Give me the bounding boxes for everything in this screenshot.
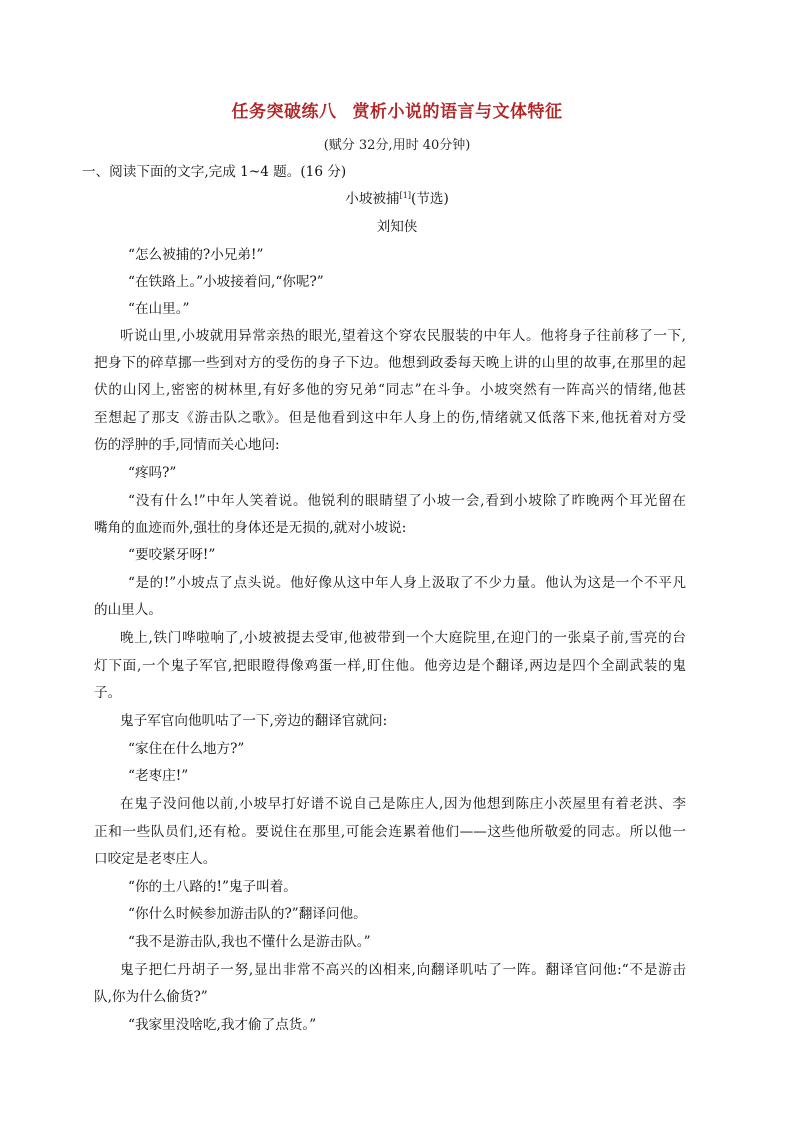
text-line: 至想起了那支《游击队之歌》。但是他看到这中年人身上的伤,情绪就又低落下来,他抚着对方受 bbox=[94, 410, 686, 426]
text-line: “你的土八路的!”鬼子叫着。 bbox=[128, 879, 297, 895]
text-line: “在铁路上。”小坡接着问,“你呢?” bbox=[128, 274, 324, 290]
story-title-text: 小坡被捕 bbox=[345, 191, 400, 207]
text-line: 的山里人。 bbox=[94, 602, 162, 618]
text-line: “怎么被捕的?小兄弟!” bbox=[128, 247, 264, 263]
text-line: “我家里没啥吃,我才偷了点货。” bbox=[128, 1017, 317, 1033]
text-line: “要咬紧牙呀!” bbox=[128, 547, 216, 563]
question-instruction: 一、阅读下面的文字,完成 1~4 题。(16 分) bbox=[82, 164, 347, 180]
text-line: 子。 bbox=[94, 685, 122, 701]
text-line: 队,你为什么偷货?” bbox=[94, 989, 208, 1005]
text-line: “你什么时候参加游击队的?”翻译问他。 bbox=[128, 906, 367, 922]
title-part-1: 任务突破练八 bbox=[231, 102, 337, 122]
story-title bbox=[0, 187, 794, 207]
text-line: 听说山里,小坡就用异常亲热的眼光,望着这个穿农民服装的中年人。他将身子往前移了一下, bbox=[120, 328, 686, 344]
text-line: “家住在什么地方?” bbox=[128, 741, 245, 757]
text-line: “是的!”小坡点了点头说。他好像从这中年人身上汲取了不少力量。他认为这是一个不平凡 bbox=[128, 575, 686, 591]
text-line: 灯下面,一个鬼子军官,把眼瞪得像鸡蛋一样,盯住他。他旁边是个翻译,两边是四个全副武装的鬼 bbox=[94, 658, 686, 674]
page-title bbox=[0, 97, 794, 122]
text-line: 正和一些队员们,还有枪。要说住在那里,可能会连累着他们——这些他所敬爱的同志。所以他一 bbox=[94, 824, 686, 840]
text-line: 鬼子把仁丹胡子一努,显出非常不高兴的凶相来,向翻译叽咕了一阵。翻译官问他:“不是游击 bbox=[120, 962, 686, 978]
text-line: 伤的浮肿的手,同情而关心地问: bbox=[94, 437, 280, 453]
text-line: 把身下的碎草挪一些到对方的受伤的身子下边。他想到政委每天晚上讲的山里的故事,在那里的起 bbox=[94, 355, 686, 371]
text-line: “我不是游击队,我也不懂什么是游击队。” bbox=[128, 934, 371, 950]
story-author: 刘知侠 bbox=[376, 219, 418, 235]
text-line: “老枣庄!” bbox=[128, 768, 189, 784]
text-line: 晚上,铁门哗啦响了,小坡被提去受审,他被带到一个大庭院里,在迎门的一张桌子前,雪亮的台 bbox=[120, 630, 686, 646]
story-title-suffix: (节选) bbox=[410, 191, 449, 207]
text-line: 鬼子军官向他叽咕了一下,旁边的翻译官就问: bbox=[120, 713, 388, 729]
text-line: “没有什么!”中年人笑着说。他锐利的眼睛望了小坡一会,看到小坡除了昨晚两个耳光留在 bbox=[128, 493, 686, 509]
text-line: “疼吗?” bbox=[128, 465, 177, 481]
text-line: 嘴角的血迹而外,强壮的身体还是无损的,就对小坡说: bbox=[94, 520, 407, 536]
title-part-2: 赏析小说的语言与文体特征 bbox=[352, 102, 563, 122]
time-score-note: (赋分 32分,用时 40分钟) bbox=[323, 138, 471, 153]
text-line: 在鬼子没问他以前,小坡早打好谱不说自己是陈庄人,因为他想到陈庄小茨屋里有着老洪、李 bbox=[120, 796, 686, 812]
text-line: 伏的山冈上,密密的树林里,有好多他的穷兄弟“同志”在斗争。小坡突然有一阵高兴的情绪,他甚 bbox=[94, 382, 686, 398]
text-line: “在山里。” bbox=[128, 301, 190, 317]
footnote-mark: [1] bbox=[399, 191, 411, 200]
text-line: 口咬定是老枣庄人。 bbox=[94, 851, 217, 867]
